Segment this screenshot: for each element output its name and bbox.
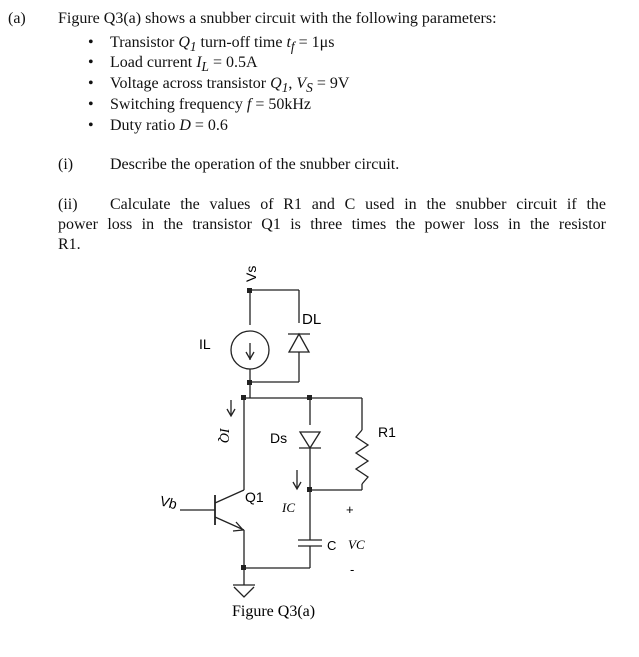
- list-item: Duty ratio D = 0.6: [110, 117, 228, 134]
- question-ii-line2: power loss in the transistor Q1 is three times the power loss in the resistor: [58, 216, 606, 233]
- question-ii-line1: Calculate the values of R1 and C used in the snubber circuit if the: [110, 196, 606, 213]
- list-item: Load current $I_L = 0.5A$: [110, 54, 258, 75]
- list-item: Switching frequency f = 50kHz: [110, 96, 311, 113]
- bullet-icon: •: [88, 34, 94, 51]
- label-plus: +: [346, 502, 354, 517]
- bullet-icon: •: [88, 75, 94, 92]
- label-q1: Q1: [245, 489, 264, 505]
- junction-dot: [241, 395, 246, 400]
- junction-dot: [247, 288, 252, 293]
- label-minus: -: [350, 562, 355, 577]
- label-vc: VC: [348, 537, 365, 552]
- resistor-r1: [356, 430, 368, 484]
- junction-dot: [241, 565, 246, 570]
- list-item: Voltage across transistor $Q_1$, $V_S = 9V$: [110, 75, 350, 96]
- junction-dot: [307, 487, 312, 492]
- junction-dot: [307, 395, 312, 400]
- question-ii-number: (ii): [58, 196, 78, 213]
- ground-symbol: [234, 587, 254, 597]
- label-dl: DL: [302, 311, 322, 328]
- label-ic: IC: [282, 500, 295, 515]
- diode-dl: [289, 334, 309, 352]
- figure-caption: Figure Q3(a): [232, 603, 316, 620]
- label-r1: R1: [378, 424, 396, 440]
- bullet-icon: •: [88, 54, 94, 71]
- label-c: C: [327, 538, 337, 553]
- label-il: IL: [199, 336, 211, 352]
- bullet-icon: •: [88, 96, 94, 113]
- bullet-icon: •: [88, 117, 94, 134]
- intro-text: Figure Q3(a) shows a snubber circuit with the following parameters:: [58, 10, 497, 27]
- question-i-text: Describe the operation of the snubber circuit.: [110, 156, 400, 173]
- label-iq: IQ: [216, 428, 231, 443]
- question-i-number: (i): [58, 156, 74, 173]
- emitter-arrow: [233, 522, 243, 531]
- label-vs: Vs: [243, 265, 259, 282]
- collector-leg: [215, 490, 244, 503]
- diode-ds: [300, 432, 320, 448]
- junction-dot: [247, 380, 252, 385]
- question-ii-line3: R1.: [58, 236, 81, 253]
- emitter-leg: [215, 517, 244, 530]
- label-vb: Vb: [158, 492, 179, 513]
- label-ds: Ds: [270, 430, 288, 446]
- list-item: Transistor $Q_1$ turn-off time $t_f = 1\mu s$: [110, 34, 335, 55]
- part-label: (a): [8, 10, 26, 27]
